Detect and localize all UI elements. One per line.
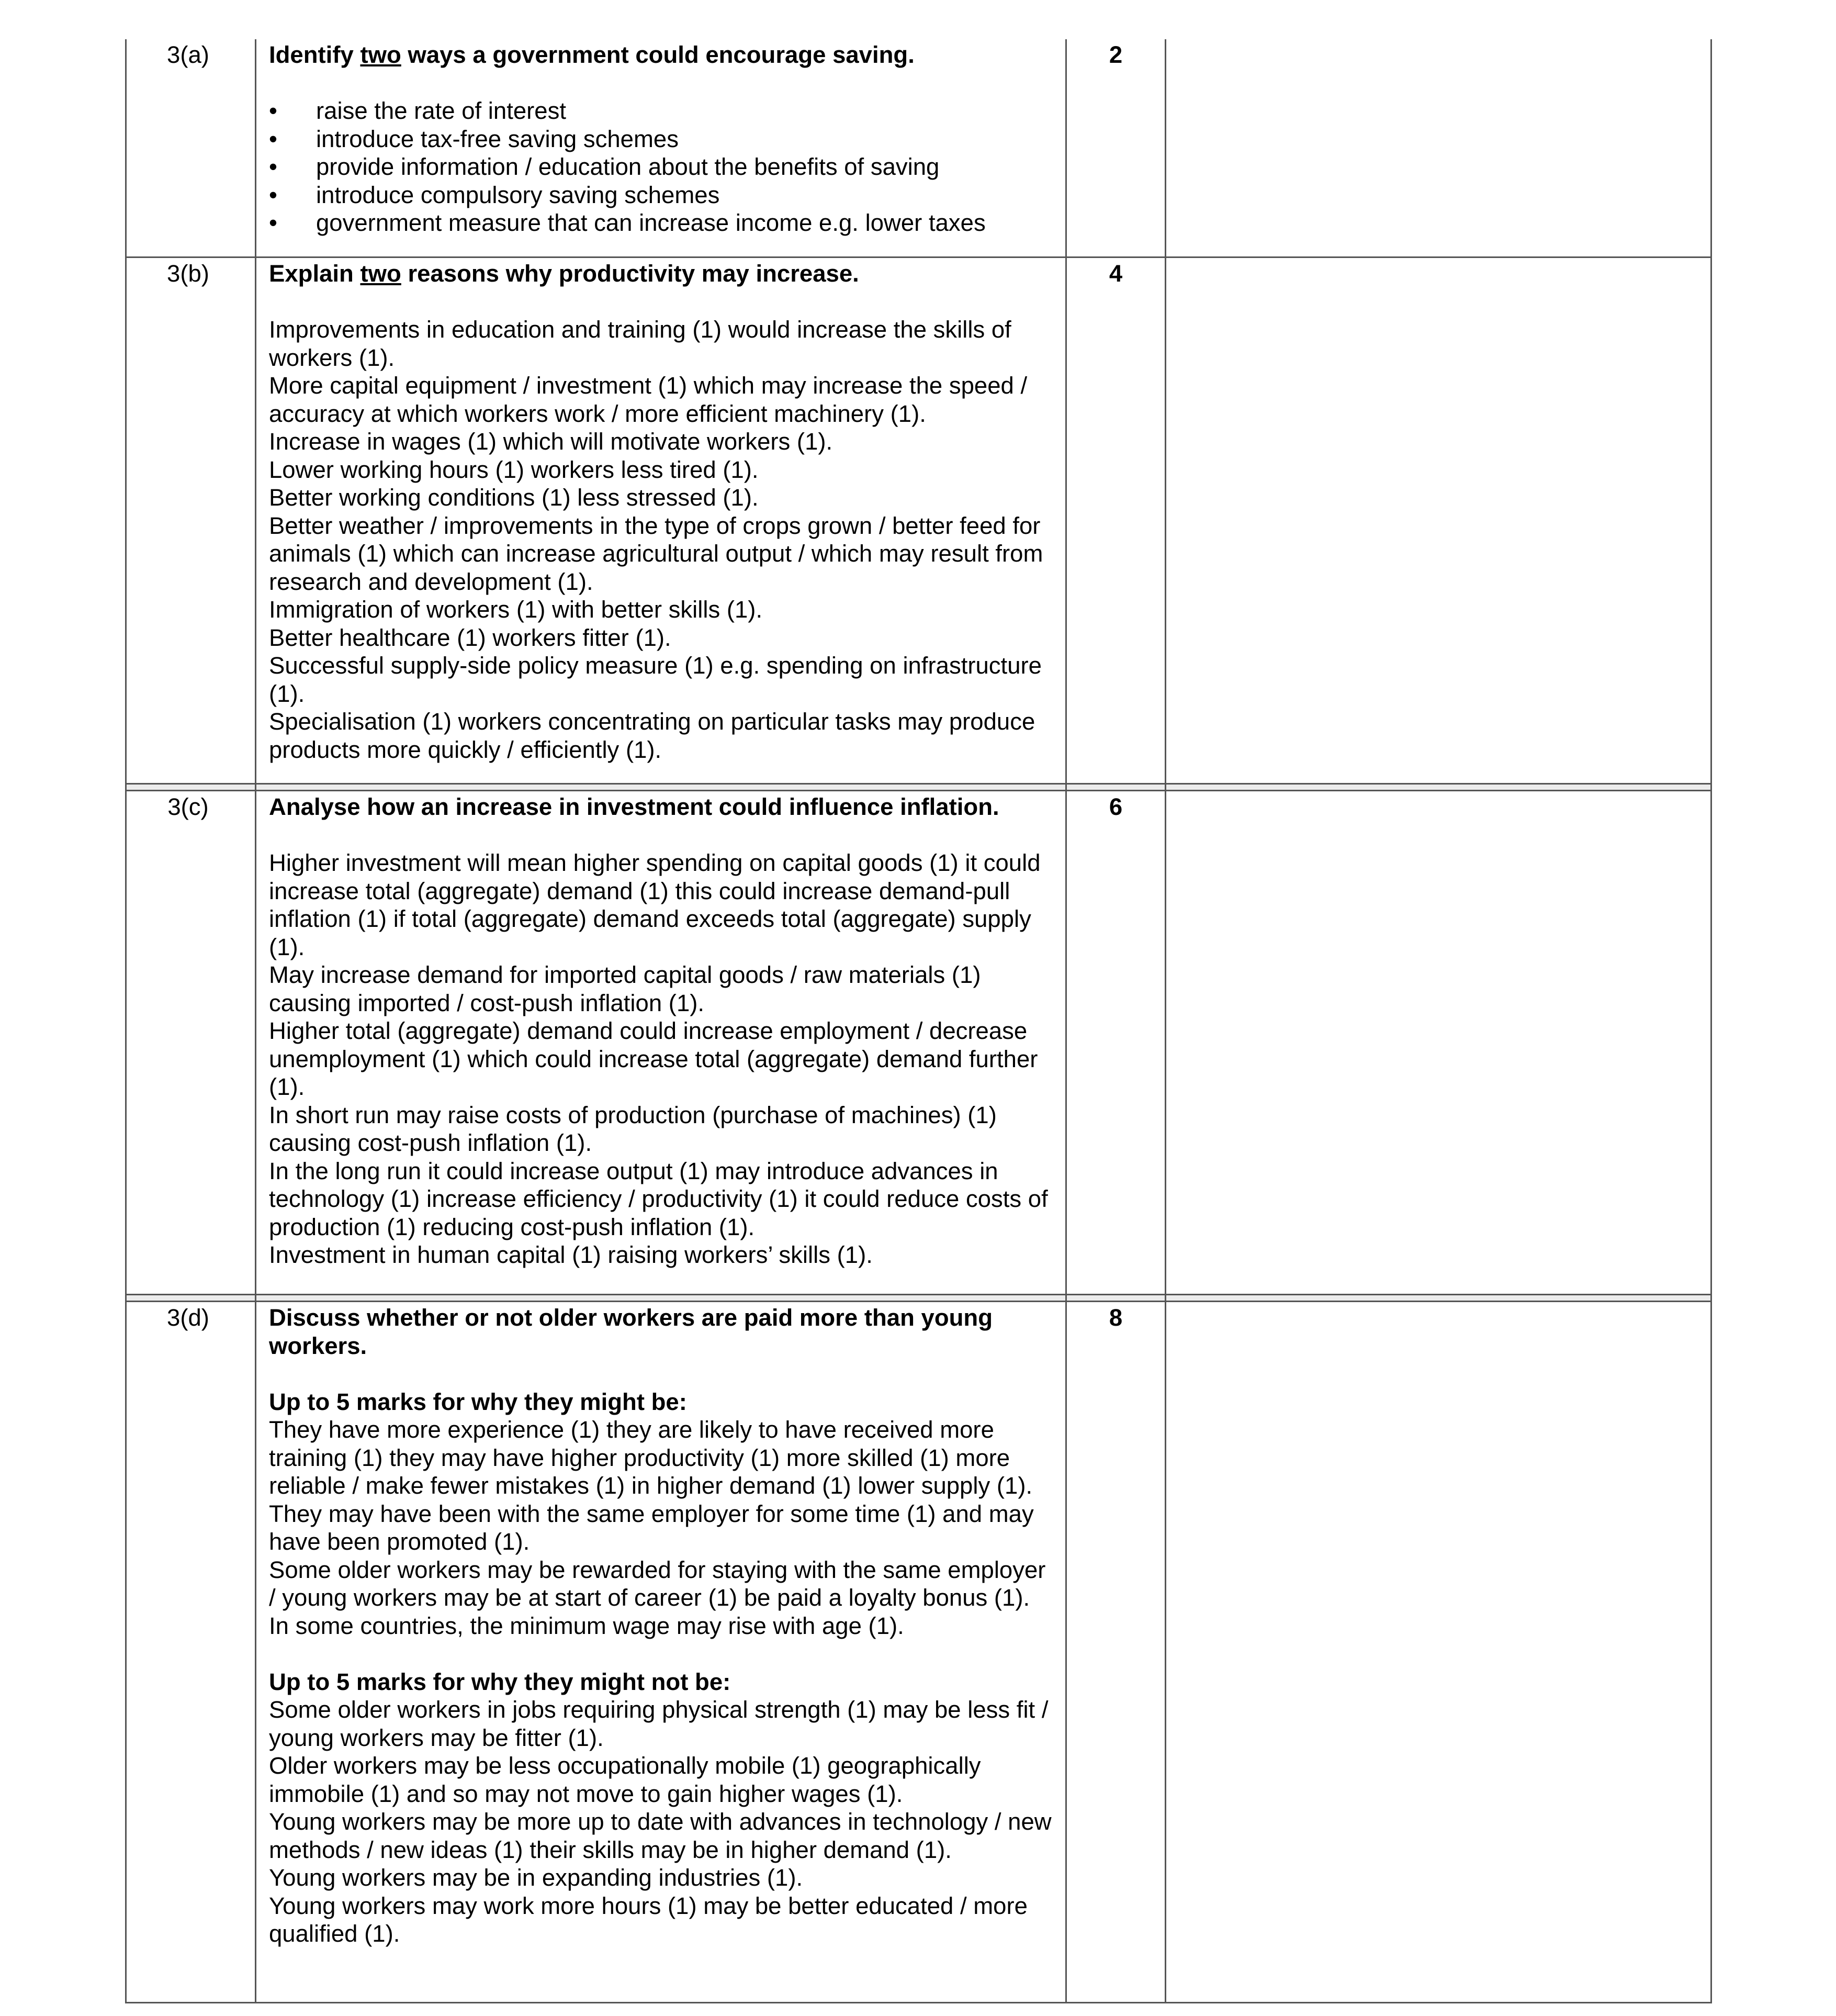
answer-bullet: • raise the rate of interest: [269, 97, 1056, 125]
marks-value: 6: [1109, 793, 1123, 820]
question-row-3d: [126, 1302, 1711, 2003]
answer-point: They may have been with the same employer for some time (1) and may have been promoted (1).: [269, 1500, 1034, 1555]
answer-point: Investment in human capital (1) raising workers’ skills (1).: [269, 1241, 873, 1268]
marks-cell: [1066, 791, 1166, 1295]
answer-point: Young workers may be more up to date with advances in technology / new methods / new ideas (1) their skills may be in higher demand (1).: [269, 1808, 1052, 1863]
answer-bullet: • introduce compulsory saving schemes: [269, 181, 1056, 209]
answer-point: Better weather / improvements in the type of crops grown / better feed for animals (1) which can increase agricultural output / which may result from research and development (1).: [269, 512, 1043, 595]
answer-point: Some older workers in jobs requiring physical strength (1) may be less fit / young workers may be fitter (1).: [269, 1696, 1049, 1751]
answer-point: Immigration of workers (1) with better skills (1).: [269, 596, 763, 623]
answer-point: More capital equipment / investment (1) which may increase the speed / accuracy at which workers work / more efficient machinery (1).: [269, 372, 1028, 427]
answer-point: Specialisation (1) workers concentrating on particular tasks may produce products more quickly / efficiently (1).: [269, 708, 1035, 763]
answer-cell: [256, 39, 1066, 257]
answer-bullet: • provide information / education about the benefits of saving: [269, 153, 1056, 181]
question-number: 3(d): [167, 1304, 209, 1331]
marks-value: 2: [1109, 41, 1123, 68]
question-number: 3(b): [167, 260, 209, 287]
guidance-cell: [1166, 257, 1711, 784]
answer-point: Increase in wages (1) which will motivate workers (1).: [269, 428, 833, 455]
question-number: 3(a): [167, 41, 209, 68]
question-row-3b: [126, 257, 1711, 784]
guidance-cell: [1166, 1302, 1711, 2003]
marks-value: 4: [1109, 260, 1123, 287]
row-separator: [126, 784, 1711, 791]
answer-point: In some countries, the minimum wage may rise with age (1).: [269, 1612, 904, 1639]
question-number-cell: [126, 791, 256, 1295]
marks-cell: [1066, 257, 1166, 784]
question-text: Analyse how an increase in investment could influence inflation.: [269, 793, 999, 820]
question-text: Explain two reasons why productivity may increase.: [269, 260, 859, 287]
answer-point: Improvements in education and training (1) would increase the skills of workers (1).: [269, 316, 1011, 371]
question-row-3a: [126, 39, 1711, 257]
guidance-cell: [1166, 39, 1711, 257]
answer-point: Higher total (aggregate) demand could increase employment / decrease unemployment (1) which could increase total (aggregate) demand further (1).: [269, 1017, 1038, 1100]
answer-point: Successful supply-side policy measure (1) e.g. spending on infrastructure (1).: [269, 652, 1042, 707]
question-row-3c: [126, 791, 1711, 1295]
question-number-cell: [126, 1302, 256, 2003]
row-separator: [126, 1295, 1711, 1302]
marks-cell: [1066, 1302, 1166, 2003]
answer-bullet-list: [269, 97, 1056, 237]
answer-point: Young workers may work more hours (1) may be better educated / more qualified (1).: [269, 1892, 1028, 1947]
question-number-cell: [126, 257, 256, 784]
answer-point: They have more experience (1) they are likely to have received more training (1) they may have higher productivity (1) more skilled (1) more reliable / make fewer mistakes (1) in higher demand (1) lower supply (1).: [269, 1416, 1033, 1499]
section-heading: Up to 5 marks for why they might be:: [269, 1388, 687, 1415]
section-heading: Up to 5 marks for why they might not be:: [269, 1668, 731, 1695]
guidance-cell: [1166, 791, 1711, 1295]
question-number: 3(c): [167, 793, 209, 820]
answer-bullet: • government measure that can increase income e.g. lower taxes: [269, 209, 1056, 237]
answer-point: May increase demand for imported capital goods / raw materials (1) causing imported / cost-push inflation (1).: [269, 961, 981, 1016]
answer-point: Young workers may be in expanding industries (1).: [269, 1864, 803, 1891]
answer-point: Better working conditions (1) less stressed (1).: [269, 484, 759, 511]
marks-value: 8: [1109, 1304, 1123, 1331]
answer-point: Higher investment will mean higher spending on capital goods (1) it could increase total (aggregate) demand (1) this could increase demand-pull inflation (1) if total (aggregate) demand exceeds total (aggregate) supply (1).: [269, 849, 1041, 960]
question-text: Discuss whether or not older workers are paid more than young workers.: [269, 1304, 993, 1359]
answer-point: Better healthcare (1) workers fitter (1).: [269, 624, 671, 651]
answer-cell: [256, 1302, 1066, 2003]
answer-point: In the long run it could increase output (1) may introduce advances in technology (1) increase efficiency / productivity (1) it could reduce costs of production (1) reducing cost-push inflation (1).: [269, 1157, 1048, 1240]
question-number-cell: [126, 39, 256, 257]
answer-point: In short run may raise costs of production (purchase of machines) (1) causing cost-push inflation (1).: [269, 1101, 997, 1156]
answer-point: Older workers may be less occupationally mobile (1) geographically immobile (1) and so may not move to gain higher wages (1).: [269, 1752, 981, 1807]
answer-cell: [256, 257, 1066, 784]
mark-scheme-table: [125, 39, 1712, 2003]
marks-cell: [1066, 39, 1166, 257]
answer-point: Lower working hours (1) workers less tired (1).: [269, 456, 759, 483]
answer-bullet: • introduce tax-free saving schemes: [269, 125, 1056, 153]
question-text: Identify two ways a government could encourage saving.: [269, 41, 915, 68]
answer-cell: [256, 791, 1066, 1295]
answer-point: Some older workers may be rewarded for staying with the same employer / young workers may be at start of career (1) be paid a loyalty bonus (1).: [269, 1556, 1046, 1611]
